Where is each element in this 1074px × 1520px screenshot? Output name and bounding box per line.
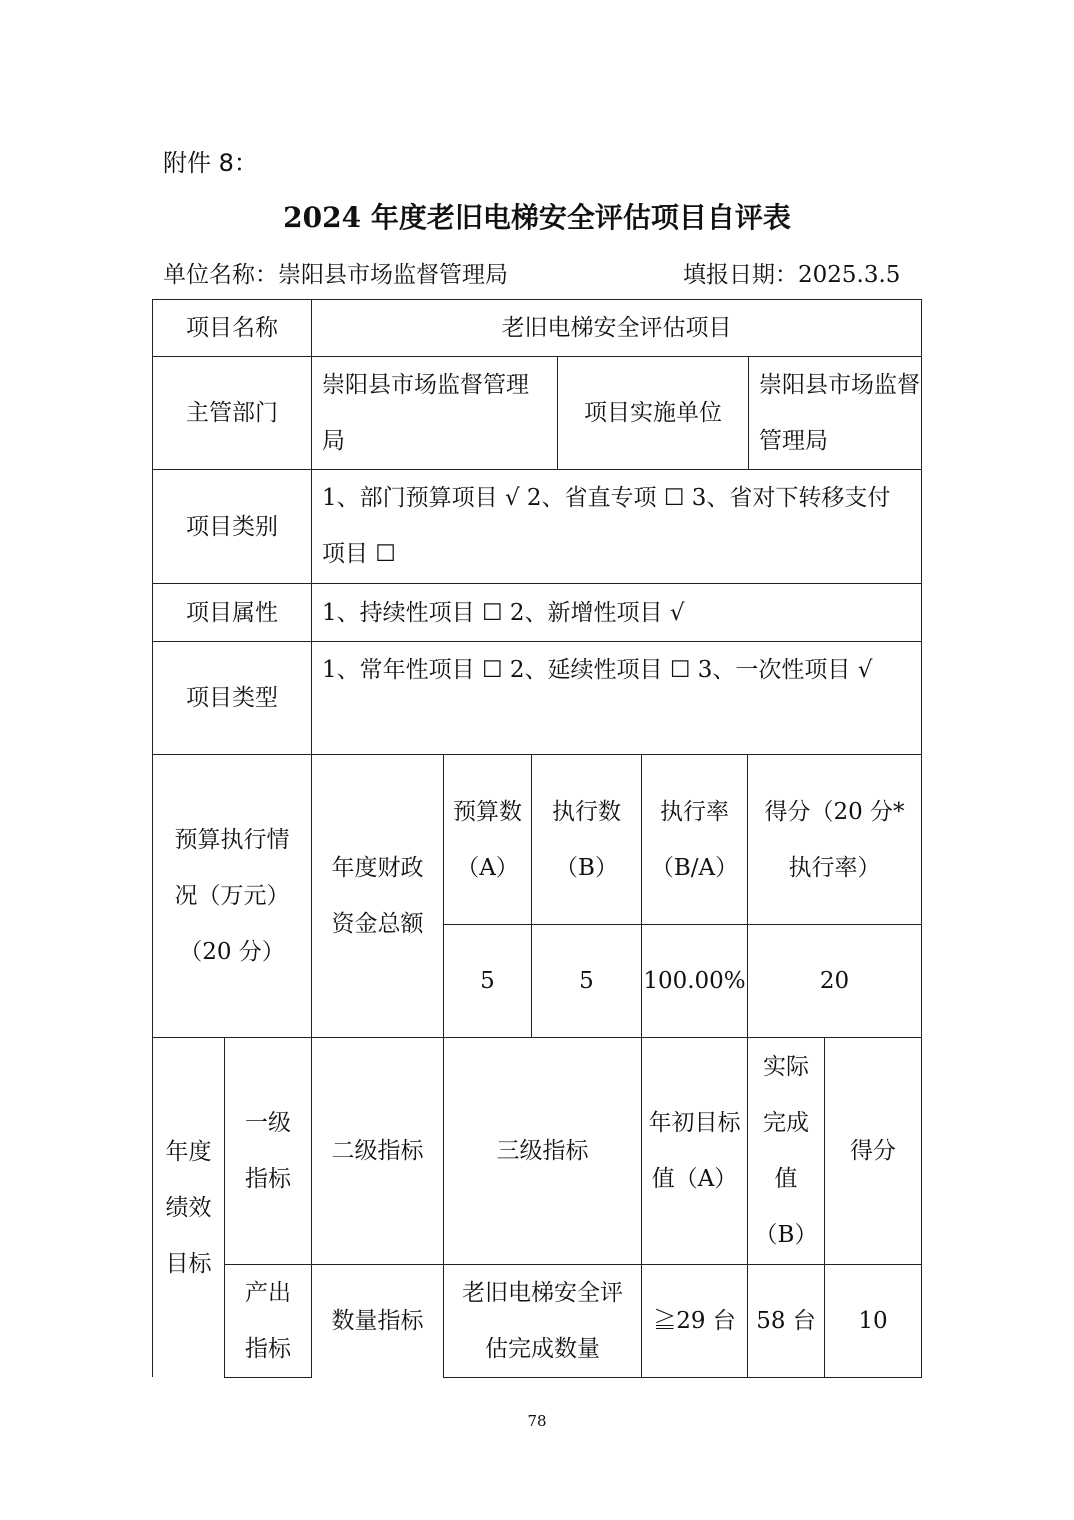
level2-label: 二级指标 — [331, 1138, 424, 1164]
level1-label: 一级指标 — [245, 1110, 291, 1192]
row1-level1: 产出指标 — [245, 1280, 291, 1362]
budget-label: 预算执行情况（万元）（20 分） — [174, 827, 290, 965]
row1-score: 10 — [858, 1308, 888, 1334]
budget-a-value: 5 — [480, 968, 495, 994]
row1-target: ≧29 台 — [653, 1308, 736, 1334]
row1-level2: 数量指标 — [331, 1308, 424, 1334]
page-title: 2024 年度老旧电梯安全评估项目自评表 — [283, 201, 791, 234]
dept-value: 崇阳县市场监督管理局 — [322, 372, 529, 454]
table-border — [443, 1377, 922, 1378]
table-border — [224, 1377, 312, 1378]
report-date: 填报日期：2025.3.5 — [683, 262, 901, 288]
perf-score-label: 得分 — [850, 1138, 896, 1164]
type-label: 项目类型 — [186, 685, 278, 711]
target-a-label: 年初目标值（A） — [648, 1110, 741, 1192]
table-border — [921, 299, 922, 1377]
attachment-label: 附件 8： — [163, 149, 258, 177]
attr-label: 项目属性 — [186, 599, 278, 626]
score-value: 20 — [819, 968, 850, 994]
dept-label: 主管部门 — [186, 400, 278, 426]
level3-label: 三级指标 — [496, 1138, 589, 1164]
score-label: 得分（20 分*执行率） — [764, 798, 905, 881]
actual-b-label: 实际完成值（B） — [754, 1054, 818, 1248]
row1-level3: 老旧电梯安全评估完成数量 — [462, 1280, 623, 1362]
category-value: 1、部门预算项目 √ 2、省直专项 ☐ 3、省对下转移支付项目 ☐ — [322, 485, 891, 567]
rate-label: 执行率（B/A） — [650, 798, 739, 881]
exec-b-value: 5 — [579, 968, 594, 994]
attr-value: 1、持续性项目 ☐ 2、新增性项目 √ — [322, 599, 685, 626]
perf-label: 年度绩效目标 — [165, 1138, 212, 1277]
fiscal-total-label: 年度财政资金总额 — [331, 855, 424, 937]
exec-b-label: 执行数（B） — [552, 798, 621, 881]
row1-actual: 58 台 — [756, 1308, 816, 1334]
project-name-value: 老旧电梯安全评估项目 — [501, 315, 732, 341]
impl-label: 项目实施单位 — [584, 400, 722, 426]
project-name-label: 项目名称 — [186, 315, 278, 341]
type-value: 1、常年性项目 ☐ 2、延续性项目 ☐ 3、一次性项目 √ — [322, 657, 873, 683]
rate-value: 100.00% — [643, 968, 746, 994]
unit-name: 单位名称：崇阳县市场监督管理局 — [163, 262, 508, 288]
page-number: 78 — [527, 1412, 547, 1430]
budget-a-label: 预算数（A） — [453, 798, 522, 881]
category-label: 项目类别 — [186, 513, 278, 540]
impl-value: 崇阳县市场监督管理局 — [759, 372, 920, 454]
